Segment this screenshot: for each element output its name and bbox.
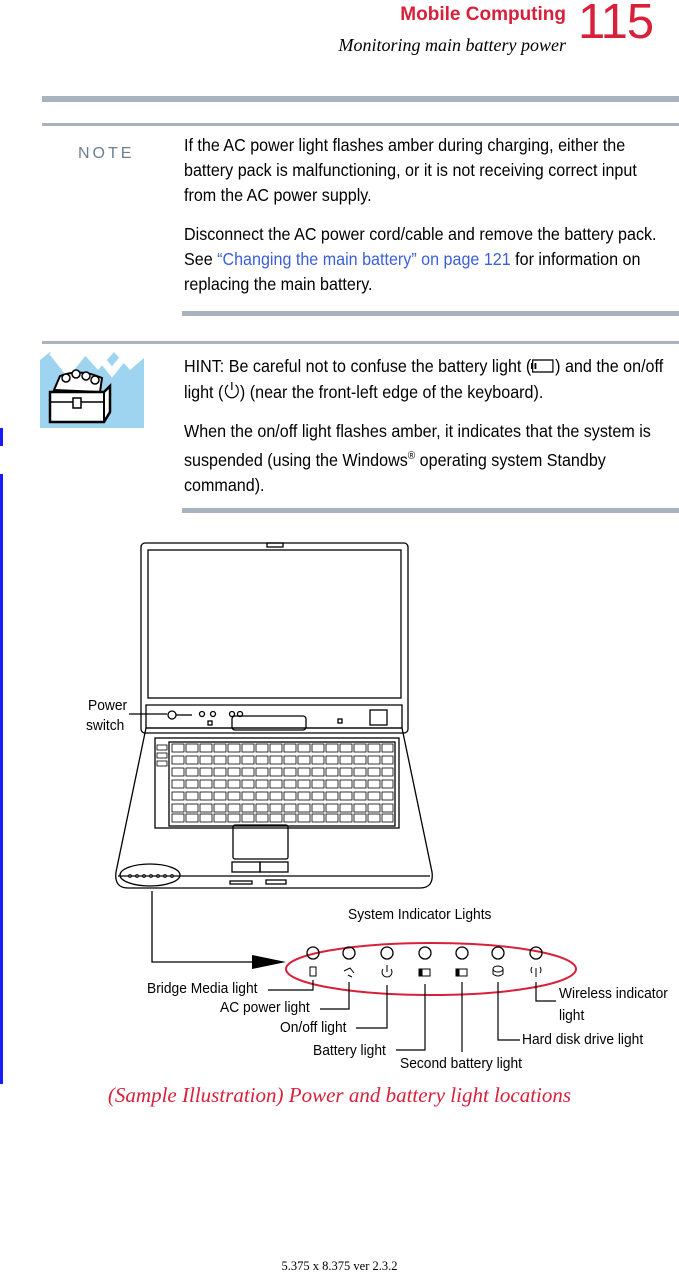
ac-power-light-label: AC power light (220, 999, 310, 1016)
battery-icon (531, 355, 555, 380)
note-rule-top (42, 123, 679, 126)
hint-text-2b: operating system Standby command). (184, 449, 606, 495)
power-switch-label-line2: switch (86, 717, 125, 734)
hint-paragraph-1 (184, 354, 676, 406)
bridge-media-light-label: Bridge Media light (147, 980, 258, 997)
hard-disk-light-label: Hard disk drive light (522, 1031, 644, 1048)
hint-text-1c: ) (near the front-left edge of the keyboard). (239, 381, 544, 402)
note-text-2b: for information on replacing the main battery. (184, 249, 641, 294)
wireless-light-label-line2: light (559, 1007, 585, 1024)
power-switch-label-line1: Power (88, 697, 128, 714)
registered-mark: ® (407, 450, 416, 462)
note-paragraph-1 (184, 133, 672, 208)
hint-rule-bottom (182, 508, 679, 513)
cross-reference-link[interactable]: “Changing the main battery” on page 121 (217, 249, 511, 269)
hint-text-1b: ) and the on/off light ( (184, 356, 664, 402)
treasure-chest-icon (40, 352, 144, 428)
change-bar-top (0, 428, 3, 446)
page-number: 115 (578, 0, 654, 49)
hint-paragraph-2 (184, 419, 676, 498)
second-battery-light-label: Second battery light (400, 1055, 522, 1072)
note-label: NOTE (78, 145, 135, 162)
running-header-topic: Monitoring main battery power (338, 35, 566, 55)
battery-light-label: Battery light (313, 1042, 386, 1059)
note-rule-bottom (182, 311, 679, 316)
on-off-light-label: On/off light (280, 1019, 347, 1036)
hint-rule-top (42, 341, 679, 344)
note-text-2a: Disconnect the AC power cord/cable and remove the battery pack. See (184, 224, 657, 269)
power-icon (223, 381, 240, 406)
page-footer: 5.375 x 8.375 ver 2.3.2 (281, 1259, 398, 1273)
running-header-section: Mobile Computing (400, 4, 566, 25)
hint-text-1a: HINT: Be careful not to confuse the battery light ( (184, 356, 532, 376)
hint-text-2a: When the on/off light flashes amber, it indicates that the system is suspended (using the Windows (184, 421, 651, 470)
note-paragraph-2 (184, 222, 672, 297)
system-indicator-title: System Indicator Lights (348, 906, 492, 923)
figure-caption: (Sample Illustration) Power and battery light locations (107, 1083, 572, 1107)
top-rule (42, 96, 679, 102)
wireless-light-label-line1: Wireless indicator (559, 985, 668, 1002)
note-text-1: If the AC power light flashes amber during charging, either the battery pack is malfunctioning, or it is not receiving correct input from the AC power supply. (184, 135, 637, 205)
